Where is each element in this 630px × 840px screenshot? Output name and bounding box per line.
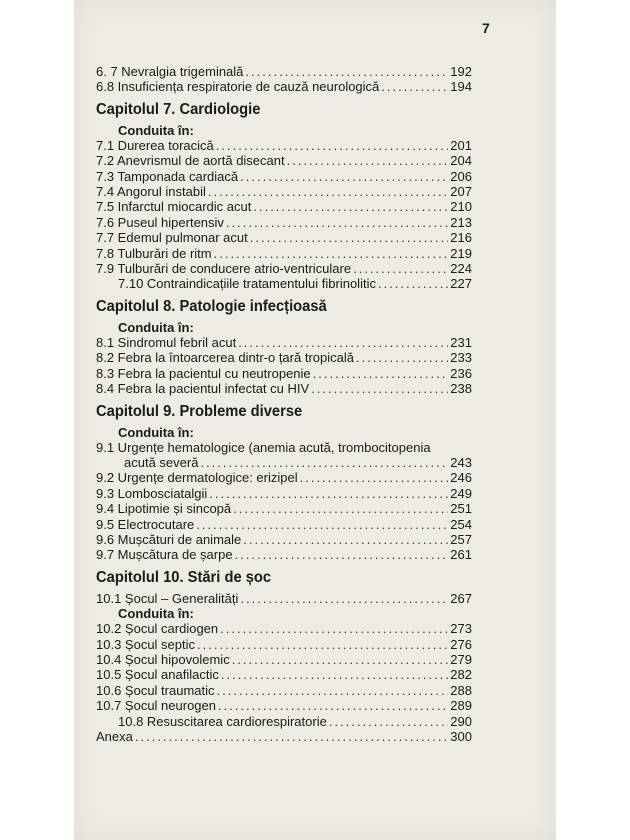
toc-entry-label: 7.2 Anevrismul de aortă disecant (96, 153, 285, 169)
toc-entry-page: 254 (450, 516, 472, 532)
leader-dots (313, 366, 449, 381)
toc-entry (96, 667, 472, 682)
toc-entry-page: 224 (450, 261, 472, 277)
leader-dots (245, 64, 448, 79)
toc-entry-page: 207 (450, 184, 472, 200)
toc-entry-page: 206 (450, 168, 472, 184)
toc-entry-page: 204 (450, 153, 472, 169)
toc-entry-label: 10.6 Șocul traumatic (96, 682, 215, 698)
leader-dots (235, 547, 449, 562)
toc-entry-page: 290 (450, 713, 472, 729)
toc-entry-label: 6.8 Insuficiența respiratorie de cauză neurologică (96, 79, 380, 95)
toc-entry-label: 10.8 Resuscitarea cardiorespiratorie (118, 713, 327, 729)
toc-entry-label: 8.3 Febra la pacientul cu neutropenie (96, 365, 311, 381)
leader-dots (238, 335, 448, 350)
leader-dots (356, 350, 448, 365)
toc-entry-page: 233 (450, 350, 472, 366)
toc-entry (96, 184, 472, 199)
toc-entry-label: 7.7 Edemul pulmonar acut (96, 230, 248, 246)
toc-entry (96, 215, 472, 230)
toc-entry (96, 455, 472, 470)
leader-dots (135, 729, 448, 744)
toc-entry-label: 9.6 Mușcături de animale (96, 531, 242, 547)
chapter-title: Capitolul 10. Stări de șoc (96, 568, 272, 586)
toc-entry-page: 267 (450, 590, 472, 606)
leader-dots (329, 714, 448, 729)
toc-entry-label: 7.5 Infarctul miocardic acut (96, 199, 252, 215)
toc-entry-page: 289 (450, 698, 472, 714)
toc-entry (96, 621, 472, 636)
chapter-title: Capitolul 7. Cardiologie (96, 100, 261, 118)
toc-entry-page: 219 (450, 245, 472, 261)
toc-entry-page: 236 (450, 365, 472, 381)
toc-entry-page: 300 (450, 729, 472, 744)
toc-entry-page: 249 (450, 485, 472, 501)
leader-dots (243, 532, 448, 547)
toc-entry (96, 683, 472, 698)
toc-entry-label: acută severă (124, 454, 199, 470)
toc-entry-page: 231 (450, 334, 472, 350)
toc-entry (96, 230, 472, 245)
toc-entry (96, 547, 472, 562)
leader-dots (218, 698, 448, 713)
toc-entry (96, 335, 472, 350)
toc-entry-label: 7.1 Durerea toracică (96, 137, 214, 153)
chapter-title: Capitolul 9. Probleme diverse (96, 402, 303, 420)
toc-entry-label: 8.2 Febra la întoarcerea dintr-o țară tropicală (96, 350, 354, 366)
toc-entry (96, 138, 472, 153)
toc-entry-page: 216 (450, 230, 472, 246)
toc-entry-label: 7.3 Tamponada cardiacă (96, 168, 239, 184)
leader-dots (240, 591, 448, 606)
section-subheading: Conduita în: (118, 122, 194, 138)
toc-entry-page: 251 (450, 501, 472, 517)
toc-entry (96, 381, 472, 396)
toc-entry-page: 210 (450, 199, 472, 215)
toc-entry (96, 652, 472, 667)
leader-dots (250, 230, 449, 245)
leader-dots (208, 184, 448, 199)
toc-entry-label: 7.6 Puseul hipertensiv (96, 214, 224, 230)
toc-entry (96, 532, 472, 547)
toc-entry (96, 169, 472, 184)
toc-entry (96, 276, 472, 291)
toc-entry (96, 199, 472, 214)
toc-entry (96, 366, 472, 381)
leader-dots (209, 486, 448, 501)
toc-entry-page: 213 (450, 214, 472, 230)
leader-dots (214, 246, 449, 261)
toc-entry-label: 10.5 Șocul anafilactic (96, 667, 219, 683)
leader-dots (200, 455, 448, 470)
section-subheading: Conduita în: (118, 424, 194, 440)
leader-dots (378, 276, 448, 291)
toc-entry (96, 698, 472, 713)
leader-dots (381, 79, 448, 94)
toc-entry-label: 7.4 Angorul instabil (96, 184, 206, 200)
toc-entry-page: 279 (450, 651, 472, 667)
toc-entry-label: 9.1 Urgențe hematologice (anemia acută, trombocitopenia (96, 439, 431, 455)
leader-dots (232, 652, 449, 667)
toc-entry (96, 350, 472, 365)
toc-entry-label: 10.2 Șocul cardiogen (96, 621, 219, 637)
leader-dots (240, 169, 448, 184)
toc-entry-label: 10.4 Șocul hipovolemic (96, 651, 230, 667)
toc-entry-page: 288 (450, 682, 472, 698)
toc-entry-label: 9.2 Urgențe dermatologice: erizipel (96, 470, 298, 486)
toc-entry-label: 10.7 Șocul neurogen (96, 698, 216, 714)
toc-entry-label: 9.3 Lombosciatalgii (96, 485, 208, 501)
toc-entry-label: 9.4 Lipotimie și sincopă (96, 501, 232, 517)
leader-dots (233, 501, 448, 516)
toc-entry (96, 591, 472, 606)
toc-entry-label: 9.5 Electrocutare (96, 516, 195, 532)
toc-entry-page: 273 (450, 621, 472, 637)
leader-dots (300, 470, 449, 485)
toc-entry (96, 153, 472, 168)
leader-dots (217, 683, 449, 698)
toc-entry-page: 194 (450, 79, 472, 95)
chapter-title: Capitolul 8. Patologie infecțioasă (96, 297, 327, 315)
leader-dots (197, 637, 448, 652)
leader-dots (220, 621, 448, 636)
toc-entry-label: 7.8 Tulburări de ritm (96, 245, 212, 261)
toc-entry-label: 10.3 Șocul septic (96, 636, 196, 652)
toc-entry-label: 6. 7 Nevralgia trigeminală (96, 64, 244, 79)
leader-dots (221, 667, 448, 682)
toc-entry (96, 486, 472, 501)
toc-entry-page: 243 (450, 454, 472, 470)
leader-dots (196, 517, 448, 532)
toc-entry (96, 714, 472, 729)
toc-entry-page: 227 (450, 276, 472, 292)
toc-entry-page: 257 (450, 531, 472, 547)
toc-entry-page: 201 (450, 137, 472, 153)
toc-entry-page: 246 (450, 470, 472, 486)
leader-dots (311, 381, 448, 396)
toc-entry (96, 501, 472, 516)
toc-entry (96, 246, 472, 261)
leader-dots (253, 199, 448, 214)
toc-entry-label: 8.1 Sindromul febril acut (96, 334, 237, 350)
toc-entry-label: Anexa (96, 729, 133, 744)
toc-entry (96, 261, 472, 276)
toc-entry-label: 7.9 Tulburări de conducere atrio-ventriculare (96, 261, 352, 277)
toc-entry-page: 238 (450, 381, 472, 397)
toc-entry-label: 10.1 Șocul – Generalități (96, 590, 239, 606)
toc-entry (96, 79, 472, 94)
toc-entry-label: 9.7 Mușcătura de șarpe (96, 547, 233, 563)
section-subheading: Conduita în: (118, 319, 194, 335)
leader-dots (287, 153, 449, 168)
toc-entry-page: 282 (450, 667, 472, 683)
page-number: 7 (482, 20, 490, 36)
section-subheading: Conduita în: (118, 606, 194, 622)
leader-dots (226, 215, 448, 230)
table-of-contents (96, 64, 472, 744)
toc-entry-label: 7.10 Contraindicațiile tratamentului fibrinolitic (118, 276, 376, 292)
leader-dots (353, 261, 448, 276)
toc-entry (96, 64, 472, 79)
toc-entry-page: 261 (450, 547, 472, 563)
toc-entry-page: 192 (450, 64, 472, 79)
toc-entry (96, 637, 472, 652)
leader-dots (216, 138, 449, 153)
toc-entry (96, 517, 472, 532)
toc-entry (96, 729, 472, 744)
toc-entry (96, 470, 472, 485)
toc-entry-page: 276 (450, 636, 472, 652)
toc-entry-label: 8.4 Febra la pacientul infectat cu HIV (96, 381, 310, 397)
